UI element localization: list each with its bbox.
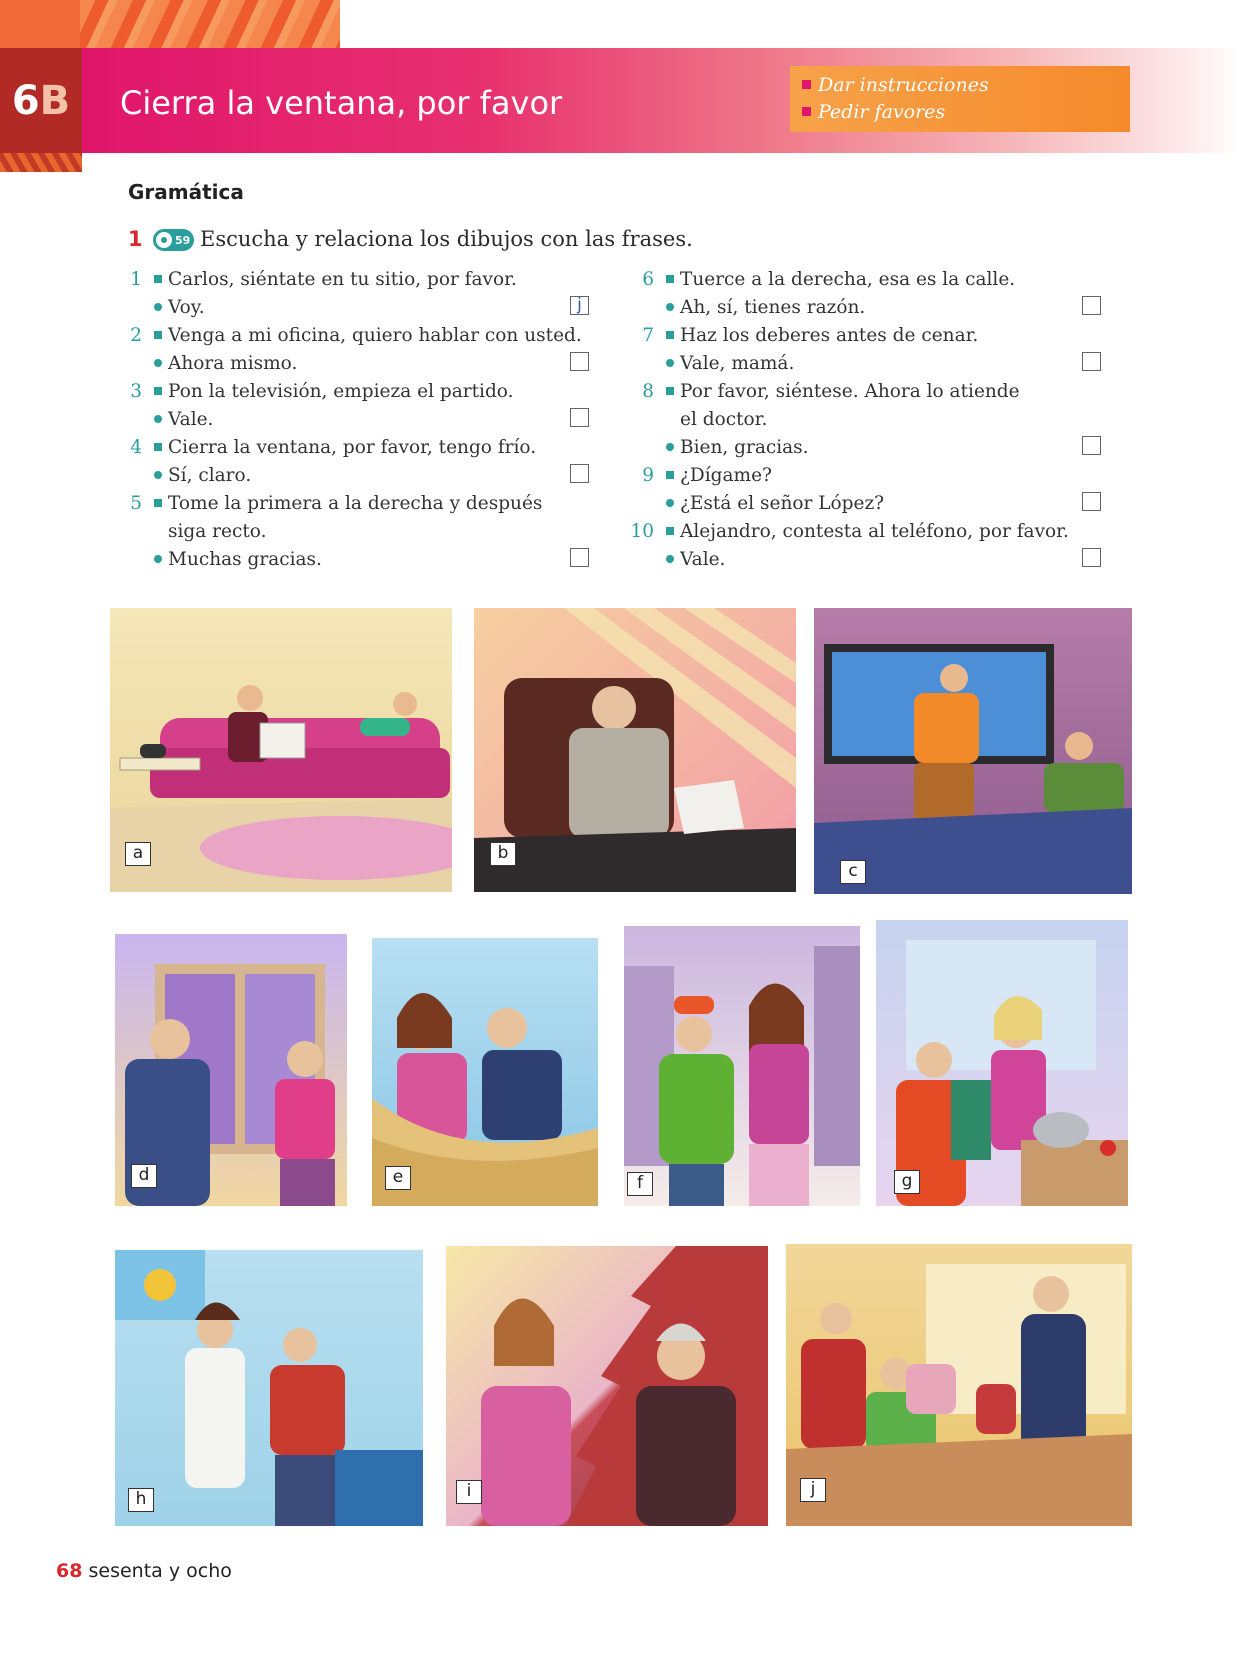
answer-checkbox[interactable] (570, 548, 589, 567)
picture-a-living-room (110, 608, 452, 892)
objectives-box (790, 66, 1130, 132)
picture-label: c (840, 860, 866, 884)
dot-icon (666, 499, 674, 507)
picture-label: d (131, 1164, 157, 1188)
list-item-prompt-cont: el doctor. (680, 409, 768, 430)
prompt-text: Tuerce a la derecha, esa es la calle. (680, 269, 1016, 290)
prompt-text: Alejandro, contesta al teléfono, por favor. (680, 521, 1069, 542)
list-item-prompt (644, 381, 1020, 402)
prompt-text: Haz los deberes antes de cenar. (680, 325, 979, 346)
reply-text: Vale. (680, 549, 726, 570)
item-number: 6 (642, 269, 654, 290)
list-item-reply (666, 297, 865, 318)
list-item-reply (666, 549, 725, 570)
bullet-icon (154, 443, 162, 451)
list-item-prompt (644, 269, 1015, 290)
list-item-reply (154, 465, 251, 486)
item-number: 2 (130, 325, 142, 346)
bullet-icon (666, 471, 674, 479)
cd-icon (156, 232, 172, 248)
picture-i-phone-call (446, 1246, 768, 1526)
reply-text: Ah, sí, tienes razón. (680, 297, 866, 318)
reply-text: Sí, claro. (168, 465, 252, 486)
list-item-reply (666, 437, 809, 458)
prompt-text: Pon la televisión, empieza el partido. (168, 381, 514, 402)
picture-label: g (894, 1170, 920, 1194)
dot-icon (666, 359, 674, 367)
phone-call-illustration (446, 1246, 768, 1526)
list-item-prompt-cont: siga recto. (168, 521, 267, 542)
television-illustration (814, 608, 1132, 894)
reply-text: Vale, mamá. (680, 353, 795, 374)
item-number: 3 (130, 381, 142, 402)
list-item-reply (666, 353, 794, 374)
answer-checkbox[interactable] (1082, 436, 1101, 455)
list-item-reply (154, 549, 322, 570)
picture-d-window (115, 934, 347, 1206)
picture-c-television (814, 608, 1132, 894)
item-number: 9 (642, 465, 654, 486)
reply-text: Voy. (168, 297, 205, 318)
list-item-prompt (644, 325, 978, 346)
list-item-prompt (132, 325, 582, 346)
answer-checkbox[interactable] (570, 408, 589, 427)
page-number: 68 (56, 1560, 83, 1582)
picture-label: b (490, 842, 516, 866)
answer-checkbox[interactable] (570, 464, 589, 483)
answer-checkbox[interactable]: j (570, 296, 589, 315)
exercise-number: 1 (128, 227, 143, 251)
prompt-text: ¿Dígame? (680, 465, 772, 486)
picture-label: f (627, 1172, 653, 1196)
living-room-illustration (110, 608, 452, 892)
prompt-text: Cierra la ventana, por favor, tengo frío. (168, 437, 537, 458)
item-number: 4 (130, 437, 142, 458)
list-item-prompt (630, 521, 1069, 542)
list-item-reply (666, 493, 884, 514)
list-item-reply (154, 409, 213, 430)
audio-track-badge[interactable] (153, 229, 194, 251)
street-illustration (624, 926, 860, 1206)
track-number: 59 (175, 233, 191, 247)
doctor-illustration (115, 1250, 423, 1526)
dot-icon (666, 555, 674, 563)
bullet-icon (802, 80, 811, 89)
prompt-text: Carlos, siéntate en tu sitio, por favor. (168, 269, 517, 290)
prompt-text: Venga a mi oficina, quiero hablar con usted. (168, 325, 582, 346)
dot-icon (154, 471, 162, 479)
bullet-icon (666, 331, 674, 339)
list-item-prompt (132, 437, 536, 458)
objective-item (802, 101, 945, 123)
answer-checkbox[interactable] (1082, 352, 1101, 371)
answer-checkbox[interactable] (1082, 492, 1101, 511)
picture-b-office (474, 608, 796, 892)
answer-checkbox[interactable] (570, 352, 589, 371)
picture-g-kitchen (876, 920, 1128, 1206)
item-number: 10 (630, 521, 654, 542)
reply-text: ¿Está el señor López? (680, 493, 885, 514)
dot-icon (154, 303, 162, 311)
bullet-icon (666, 387, 674, 395)
answer-checkbox[interactable] (1082, 548, 1101, 567)
reply-text: Bien, gracias. (680, 437, 809, 458)
bullet-icon (666, 275, 674, 283)
list-item-prompt (132, 493, 542, 514)
page-title: Cierra la ventana, por favor (120, 84, 563, 122)
unit-digit: 6 (11, 77, 40, 124)
prompt-text: Tome la primera a la derecha y después (168, 493, 543, 514)
list-item-prompt (132, 381, 514, 402)
item-number: 5 (130, 493, 142, 514)
section-heading: Gramática (128, 180, 244, 204)
prompt-text: Por favor, siéntese. Ahora lo atiende (680, 381, 1020, 402)
objective-label: Dar instrucciones (818, 74, 989, 96)
picture-label: h (128, 1488, 154, 1512)
header-decoration (0, 0, 340, 50)
office-illustration (474, 608, 796, 892)
page-footer (56, 1560, 232, 1582)
picture-e-car (372, 938, 598, 1206)
dot-icon (666, 443, 674, 451)
reply-text: Ahora mismo. (168, 353, 298, 374)
objective-item (802, 74, 989, 96)
bullet-icon (154, 499, 162, 507)
picture-h-doctor (115, 1250, 423, 1526)
reply-text: Muchas gracias. (168, 549, 322, 570)
bullet-icon (154, 275, 162, 283)
dot-icon (154, 415, 162, 423)
bullet-icon (666, 527, 674, 535)
dot-icon (154, 359, 162, 367)
picture-f-street (624, 926, 860, 1206)
unit-number (0, 48, 82, 153)
picture-label: e (385, 1166, 411, 1190)
bullet-icon (802, 107, 811, 116)
unit-letter: B (39, 77, 71, 124)
dot-icon (666, 303, 674, 311)
picture-j-classroom (786, 1244, 1132, 1526)
kitchen-illustration (876, 920, 1128, 1206)
list-item-reply (154, 353, 297, 374)
list-item-prompt (644, 465, 772, 486)
bullet-icon (154, 331, 162, 339)
exercise-instruction: Escucha y relaciona los dibujos con las frases. (200, 227, 693, 251)
reply-text: Vale. (168, 409, 214, 430)
answer-checkbox[interactable] (1082, 296, 1101, 315)
picture-label: i (456, 1480, 482, 1504)
picture-label: a (125, 842, 151, 866)
list-item-prompt (132, 269, 517, 290)
objective-label: Pedir favores (818, 101, 946, 123)
picture-label: j (800, 1478, 826, 1502)
classroom-illustration (786, 1244, 1132, 1526)
item-number: 7 (642, 325, 654, 346)
item-number: 1 (130, 269, 142, 290)
bullet-icon (154, 387, 162, 395)
item-number: 8 (642, 381, 654, 402)
page-number-words: sesenta y ocho (88, 1560, 232, 1582)
dot-icon (154, 555, 162, 563)
list-item-reply (154, 297, 205, 318)
